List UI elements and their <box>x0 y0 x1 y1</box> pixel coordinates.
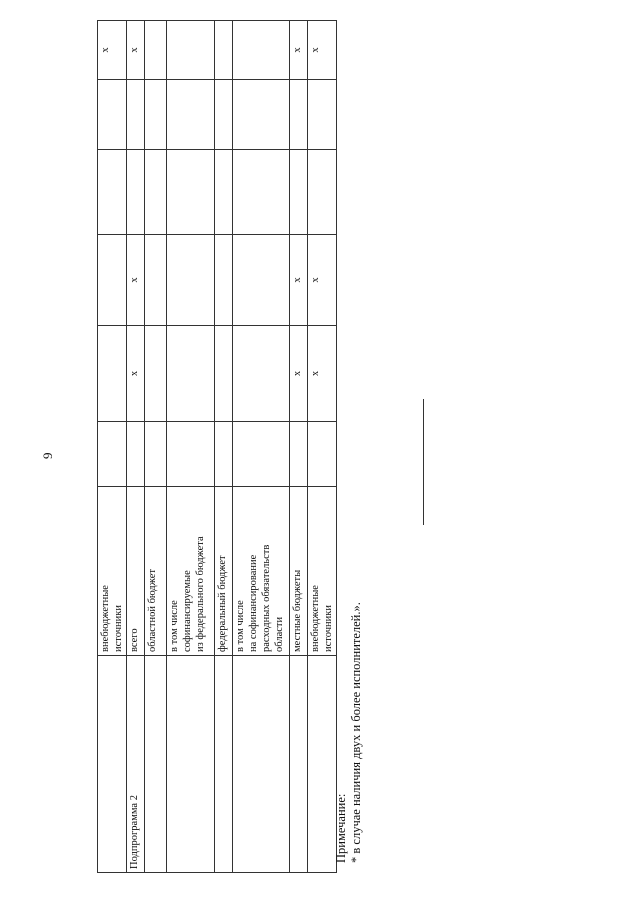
table-row <box>98 21 127 873</box>
value-cell <box>127 150 145 235</box>
separator-line <box>423 399 424 525</box>
value-cell <box>308 150 337 235</box>
funding-source-cell: федеральный бюджет <box>215 487 233 656</box>
value-cell: х <box>127 21 145 80</box>
program-name-cell <box>308 656 337 873</box>
value-cell <box>127 422 145 487</box>
value-cell <box>233 326 290 422</box>
value-cell <box>145 150 167 235</box>
value-cell: х <box>308 235 337 326</box>
value-cell <box>215 422 233 487</box>
funding-source-cell: в том числе софинансируемые из федерального бюджета <box>167 487 215 656</box>
value-cell: х <box>127 235 145 326</box>
page-number: 9 <box>40 452 55 459</box>
value-cell <box>98 235 127 326</box>
table-row <box>233 21 290 873</box>
value-cell <box>145 326 167 422</box>
value-cell <box>233 235 290 326</box>
value-cell <box>145 422 167 487</box>
value-cell: х <box>308 326 337 422</box>
value-cell <box>145 21 167 80</box>
table-row <box>290 21 308 873</box>
funding-source-cell: всего <box>127 487 145 656</box>
value-cell <box>233 150 290 235</box>
value-cell <box>167 150 215 235</box>
value-cell <box>290 80 308 150</box>
value-cell <box>98 326 127 422</box>
value-cell <box>290 422 308 487</box>
value-cell <box>215 235 233 326</box>
program-name-cell <box>233 656 290 873</box>
value-cell <box>98 150 127 235</box>
funding-source-cell: областной бюджет <box>145 487 167 656</box>
value-cell <box>127 80 145 150</box>
table-row <box>127 21 145 873</box>
value-cell <box>98 80 127 150</box>
value-cell <box>145 80 167 150</box>
value-cell <box>215 21 233 80</box>
funding-source-cell: местные бюджеты <box>290 487 308 656</box>
value-cell <box>145 235 167 326</box>
table-row <box>167 21 215 873</box>
program-name-cell: Подпрограмма 2 <box>127 656 145 873</box>
value-cell <box>233 80 290 150</box>
program-name-cell <box>290 656 308 873</box>
value-cell <box>308 422 337 487</box>
funding-table <box>97 20 337 873</box>
funding-source-cell: в том числе на софинансирование расходных обязательств области <box>233 487 290 656</box>
value-cell <box>167 21 215 80</box>
value-cell <box>167 80 215 150</box>
value-cell: х <box>127 326 145 422</box>
value-cell: х <box>98 21 127 80</box>
value-cell: х <box>308 21 337 80</box>
funding-source-cell: внебюджетные источники <box>98 487 127 656</box>
table-row <box>308 21 337 873</box>
program-name-cell <box>98 656 127 873</box>
program-name-cell <box>167 656 215 873</box>
value-cell: х <box>290 21 308 80</box>
note-heading: Примечание: <box>334 793 348 863</box>
program-name-cell <box>215 656 233 873</box>
value-cell <box>233 21 290 80</box>
value-cell <box>167 326 215 422</box>
program-name-cell <box>145 656 167 873</box>
value-cell <box>233 422 290 487</box>
funding-source-cell: внебюджетные источники <box>308 487 337 656</box>
value-cell <box>215 150 233 235</box>
value-cell <box>308 80 337 150</box>
table-row <box>215 21 233 873</box>
value-cell <box>215 326 233 422</box>
value-cell: х <box>290 235 308 326</box>
value-cell <box>290 150 308 235</box>
value-cell: х <box>290 326 308 422</box>
value-cell <box>167 422 215 487</box>
value-cell <box>98 422 127 487</box>
table-row <box>145 21 167 873</box>
value-cell <box>215 80 233 150</box>
value-cell <box>167 235 215 326</box>
note-item: * в случае наличия двух и более исполнителей.». <box>349 602 363 863</box>
